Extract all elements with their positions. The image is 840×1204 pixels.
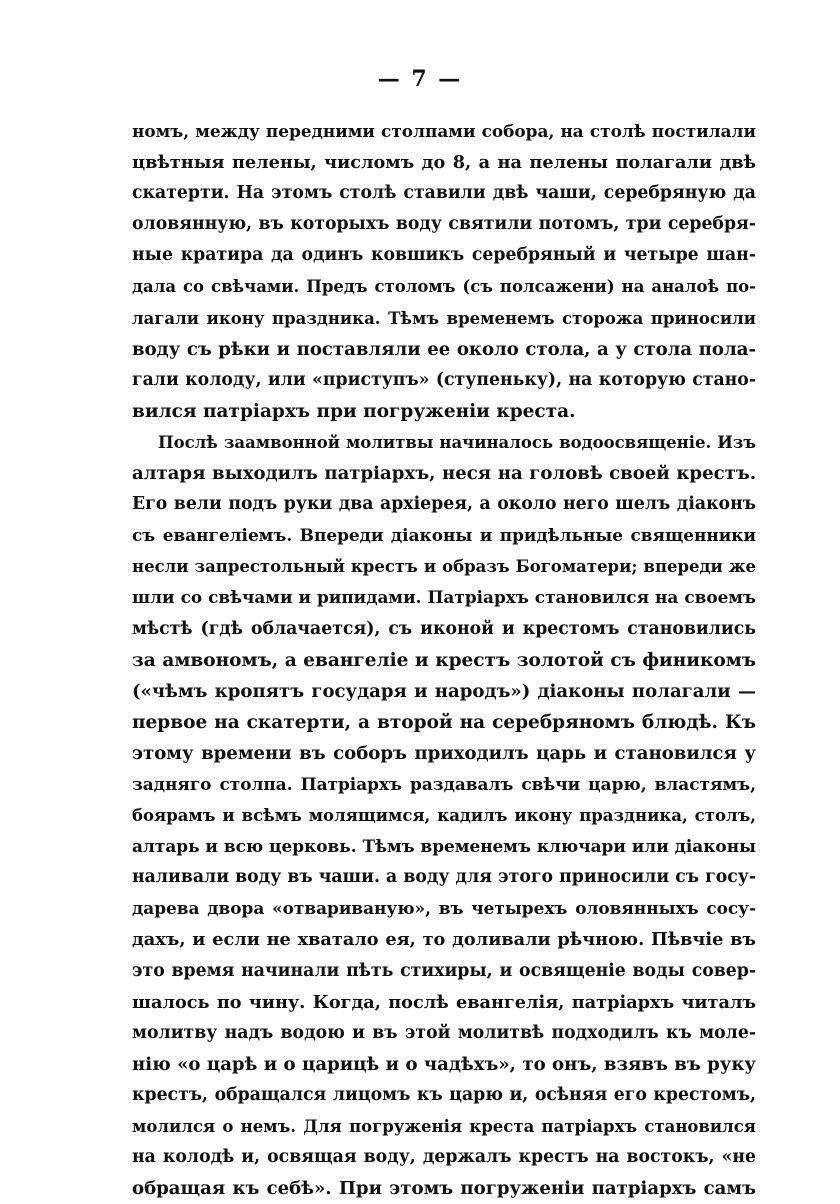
text-line: шли со свѣчами и рипидами. Патріархъ становился на своемъ bbox=[132, 587, 756, 608]
paragraph-water-blessing bbox=[132, 427, 756, 1204]
text-line: этому времени въ соборъ приходилъ царь и становился у bbox=[132, 742, 756, 764]
text-line: крестъ, обращался лицомъ къ царю и, осѣняя его крестомъ, bbox=[132, 1084, 756, 1105]
text-line: оловянную, въ которыхъ воду святили потомъ, три серебря- bbox=[132, 214, 756, 235]
text-line: за амвономъ, а евангеліе и крестъ золотой съ финикомъ bbox=[132, 649, 756, 671]
text-line: наливали воду въ чаши. а воду для этого приносили съ госу- bbox=[132, 867, 756, 888]
text-line: гали колоду, или «приступъ» (ступеньку), на которую стано- bbox=[132, 369, 756, 390]
text-line: цвѣтныя пелены, числомъ до 8, а на пелены полагали двѣ bbox=[132, 152, 756, 174]
text-line: Его вели подъ руки два архіерея, а около него шелъ діаконъ bbox=[132, 494, 756, 515]
text-line: лагали икону праздника. Тѣмъ временемъ сторожа приносили bbox=[132, 308, 756, 328]
text-line: номъ, между передними столпами собора, на столѣ постилали bbox=[132, 121, 756, 141]
text-line: съ евангеліемъ. Впереди діаконы и придѣльные священники bbox=[132, 525, 756, 546]
text-line: задняго столпа. Патріархъ раздавалъ свѣчи царю, властямъ, bbox=[132, 773, 756, 794]
text-line: обращая къ себѣ». При этомъ погруженіи патріархъ самъ bbox=[132, 1178, 756, 1200]
text-line: первое на скатерти, а второй на серебряномъ блюдѣ. Къ bbox=[132, 711, 756, 733]
page-number: — 7 — bbox=[377, 66, 463, 92]
text-line: шалось по чину. Когда, послѣ евангелія, патріархъ читалъ bbox=[132, 991, 756, 1013]
text-line: Послѣ заамвонной молитвы начиналось водоосвященіе. Изъ bbox=[158, 432, 756, 452]
paragraph-continued bbox=[132, 116, 756, 427]
text-line: дарева двора «отвариваную», въ четырехъ оловянныхъ сосу- bbox=[132, 898, 756, 919]
text-line: вился патріархъ при погруженіи креста. bbox=[132, 400, 576, 422]
text-line: молился о немъ. Для погруженія креста патріархъ становился bbox=[132, 1117, 756, 1136]
text-line: воду съ рѣки и поставляли ее около стола, а у стола пола- bbox=[132, 338, 756, 360]
page-text bbox=[132, 116, 756, 1204]
text-line: («чѣмъ кропятъ государя и народъ») діаконы полагали — bbox=[132, 680, 756, 702]
text-line: нію «о царѣ и о царицѣ и о чадѣхъ», то онъ, взявъ въ руку bbox=[132, 1053, 756, 1075]
text-line: несли запрестольный крестъ и образъ Богоматери; впереди же bbox=[132, 557, 756, 577]
text-line: алтаря выходилъ патріархъ, неся на головѣ своей крестъ. bbox=[132, 463, 756, 485]
text-line: на колодѣ и, освящая воду, держалъ крестъ на востокъ, «не bbox=[132, 1147, 756, 1168]
text-line: это время начинали пѣть стихиры, и освященіе воды совер- bbox=[132, 960, 756, 981]
text-line: скатерти. На этомъ столѣ ставили двѣ чаши, серебряную да bbox=[132, 183, 756, 204]
text-line: дала со свѣчами. Предъ столомъ (съ полсажени) на аналоѣ по- bbox=[132, 277, 756, 297]
text-line: молитву надъ водою и въ этой молитвѣ подходилъ къ моле- bbox=[132, 1022, 756, 1043]
text-line: боярамъ и всѣмъ молящимся, кадилъ икону праздника, столъ, bbox=[132, 806, 756, 826]
text-line: ные кратира да одинъ ковшикъ серебряный и четыре шан- bbox=[132, 245, 756, 266]
text-line: мѣстѣ (гдѣ облачается), съ иконой и крестомъ становились bbox=[132, 618, 756, 639]
text-line: алтарь и всю церковь. Тѣмъ временемъ ключари или діаконы bbox=[132, 836, 756, 857]
text-line: дахъ, и если не хватало ея, то доливали рѣчною. Пѣвчіе въ bbox=[132, 929, 756, 951]
